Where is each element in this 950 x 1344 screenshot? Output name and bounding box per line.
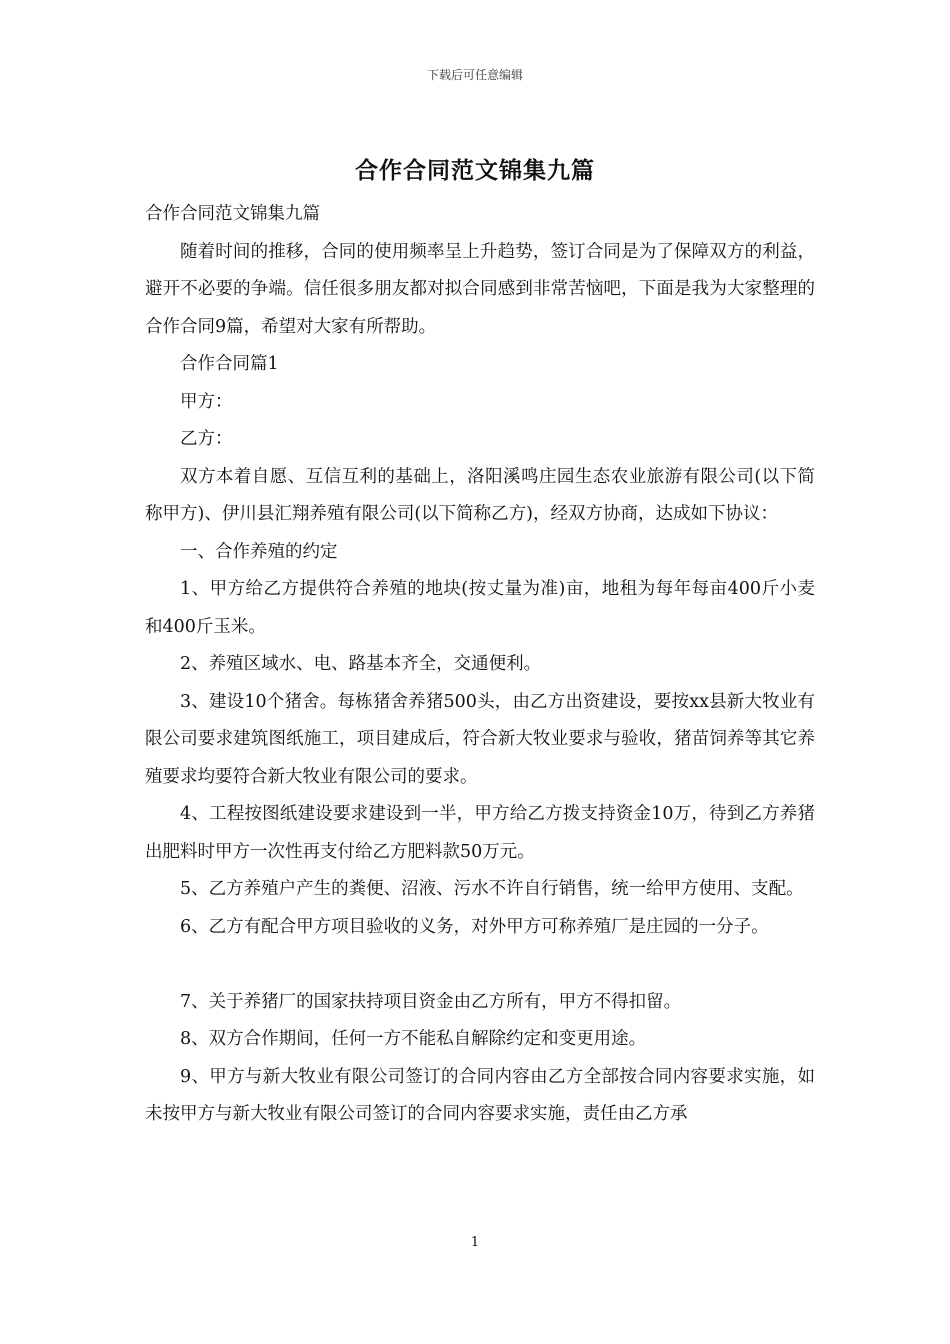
clause-item: 9、甲方与新大牧业有限公司签订的合同内容由乙方全部按合同内容要求实施，如未按甲方与新大牧业有限公司签订的合同内容要求实施，责任由乙方承 bbox=[145, 1066, 815, 1124]
document-title: 合作合同范文锦集九篇 bbox=[355, 157, 595, 184]
page-header: 下载后可任意编辑 bbox=[426, 68, 523, 82]
clause-item: 5、乙方养殖户产生的粪便、沼液、污水不许自行销售，统一给甲方使用、支配。 bbox=[180, 879, 804, 899]
party-b-line: 乙方： bbox=[180, 429, 233, 449]
document-body bbox=[145, 196, 815, 1134]
clause-item: 8、双方合作期间，任何一方不能私自解除约定和变更用途。 bbox=[180, 1029, 647, 1049]
page-number: 1 bbox=[470, 1235, 480, 1250]
clause-item: 6、乙方有配合甲方项目验收的义务，对外甲方可称养殖厂是庄园的一分子。 bbox=[180, 916, 769, 937]
clause-item: 3、建设10个猪舍。每栋猪舍养猪500头，由乙方出资建设，要按xx县新大牧业有限公司要求建筑图纸施工，项目建成后，符合新大牧业要求与验收，猪苗饲养等其它养殖要求均要符合新大牧业有限公司的要求。 bbox=[145, 691, 815, 787]
clause-item: 7、关于养猪厂的国家扶持项目资金由乙方所有，甲方不得扣留。 bbox=[180, 991, 682, 1012]
clause-heading: 一、合作养殖的约定 bbox=[180, 541, 338, 562]
clause-item: 2、养殖区域水、电、路基本齐全，交通便利。 bbox=[180, 654, 542, 674]
clause-item: 4、工程按图纸建设要求建设到一半，甲方给乙方拨支持资金10万，待到乙方养猪出肥料时甲方一次性再支付给乙方肥料款50万元。 bbox=[145, 804, 815, 862]
section-heading: 合作合同篇1 bbox=[180, 354, 279, 374]
clause-item: 1、甲方给乙方提供符合养殖的地块(按丈量为准)亩，地租为每年每亩400斤小麦和400斤玉米。 bbox=[145, 579, 815, 637]
subtitle-paragraph: 合作合同范文锦集九篇 bbox=[145, 204, 320, 224]
blank-line bbox=[145, 946, 815, 984]
intro-paragraph: 随着时间的推移，合同的使用频率呈上升趋势，签订合同是为了保障双方的利益，避开不必要的争端。信任很多朋友都对拟合同感到非常苦恼吧，下面是我为大家整理的合作合同9篇，希望对大家有所帮助。 bbox=[145, 241, 815, 337]
agreement-paragraph: 双方本着自愿、互信互利的基础上，洛阳溪鸣庄园生态农业旅游有限公司(以下简称甲方)、伊川县汇翔养殖有限公司(以下简称乙方)，经双方协商，达成如下协议： bbox=[145, 466, 815, 524]
party-a-line: 甲方： bbox=[180, 391, 233, 412]
